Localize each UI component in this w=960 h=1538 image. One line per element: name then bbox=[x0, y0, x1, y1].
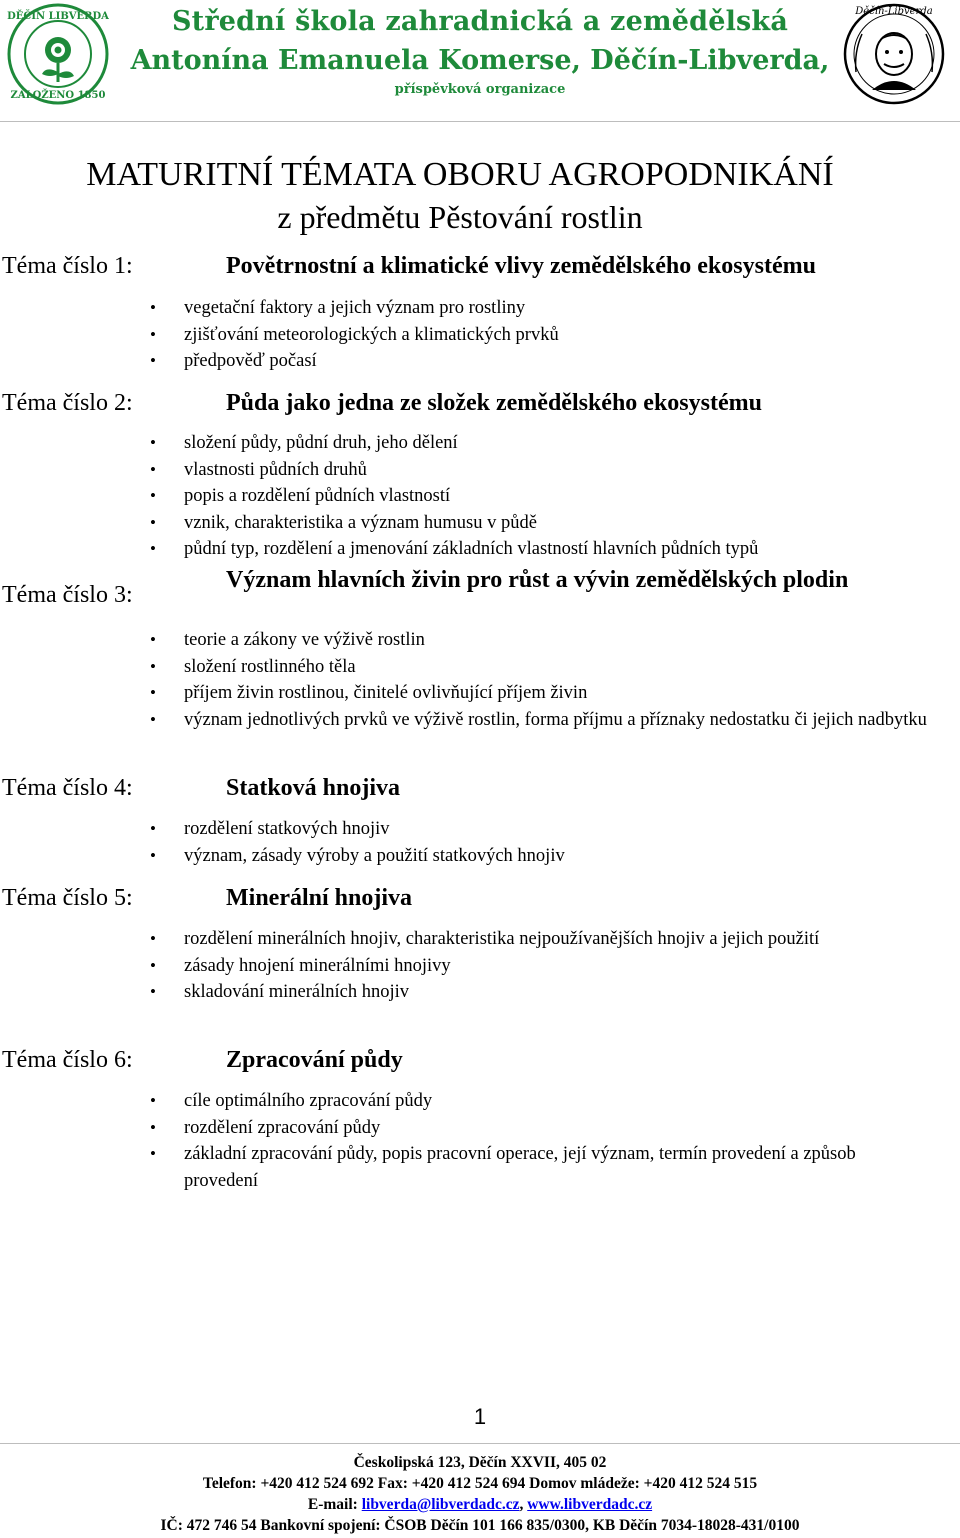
topic-2-heading: Půda jako jedna ze složek zemědělského ekosystému bbox=[226, 390, 762, 416]
school-name-line2: Antonína Emanuela Komerse, Děčín-Libverda, bbox=[130, 45, 830, 76]
school-name-line1: Střední škola zahradnická a zemědělská bbox=[171, 6, 789, 37]
topic-4-heading: Statková hnojiva bbox=[226, 775, 401, 801]
footer-address: Českolipská 123, Děčín XXVII, 405 02 bbox=[353, 1454, 607, 1471]
topic-4-label: Téma číslo 4: bbox=[2, 775, 133, 801]
list-item: • složení rostlinného těla bbox=[150, 654, 930, 681]
list-item: • rozdělení minerálních hnojiv, charakteristika nejpoužívanějších hnojiv a jejich použití bbox=[150, 926, 930, 953]
school-name-line3: příspěvková organizace bbox=[394, 82, 566, 97]
topic-1-heading: Povětrnostní a klimatické vlivy zemědělského ekosystému bbox=[226, 253, 816, 279]
list-item: • vznik, charakteristika a význam humusu v půdě bbox=[150, 510, 930, 537]
list-item: • zásady hnojení minerálními hnojivy bbox=[150, 953, 930, 980]
list-item: • skladování minerálních hnojiv bbox=[150, 979, 930, 1006]
topic-6-heading: Zpracování půdy bbox=[226, 1047, 403, 1073]
page-header bbox=[0, 0, 960, 120]
list-item: • vlastnosti půdních druhů bbox=[150, 457, 930, 484]
document-subtitle: z předmětu Pěstování rostlin bbox=[277, 199, 643, 235]
document-title: MATURITNÍ TÉMATA OBORU AGROPODNIKÁNÍ bbox=[86, 156, 834, 193]
topic-3-heading: Význam hlavních živin pro růst a vývin zemědělských plodin bbox=[226, 567, 849, 593]
list-item: • rozdělení zpracování půdy bbox=[150, 1115, 930, 1142]
footer-contacts bbox=[0, 1495, 960, 1515]
logo-left-bottom-text: ZALOŽENO 1850 bbox=[10, 90, 106, 101]
list-item: • popis a rozdělení půdních vlastností bbox=[150, 483, 930, 510]
list-item: • základní zpracování půdy, popis pracovní operace, její význam, termín provedení a způsob provedení bbox=[150, 1141, 930, 1194]
page-number: 1 bbox=[473, 1404, 487, 1429]
logo-right-text: Děčín-Libverda bbox=[855, 6, 933, 17]
topic-6-label: Téma číslo 6: bbox=[2, 1047, 133, 1073]
rose-icon bbox=[42, 37, 74, 82]
topic-1-bullets bbox=[150, 295, 930, 375]
website-link[interactable]: www.libverdadc.cz bbox=[527, 1496, 653, 1513]
footer-phones: Telefon: +420 412 524 692 Fax: +420 412 524 694 Domov mládeže: +420 412 524 515 bbox=[202, 1475, 758, 1492]
topic-5-label: Téma číslo 5: bbox=[2, 885, 133, 911]
list-item: • význam jednotlivých prvků ve výživě rostlin, forma příjmu a příznaky nedostatku či jejich nadbytku bbox=[150, 707, 930, 734]
topic-3-bullets bbox=[150, 627, 930, 733]
email-link[interactable]: libverda@libverdadc.cz bbox=[361, 1496, 520, 1513]
list-item: • zjišťování meteorologických a klimatických prvků bbox=[150, 322, 930, 349]
list-item: • složení půdy, půdní druh, jeho dělení bbox=[150, 430, 930, 457]
list-item: • význam, zásady výroby a použití statkových hnojiv bbox=[150, 843, 930, 870]
topic-2-bullets bbox=[150, 430, 930, 563]
email-prefix: E-mail: bbox=[307, 1496, 362, 1513]
list-item: • předpověď počasí bbox=[150, 348, 930, 375]
topic-6-bullets bbox=[150, 1088, 930, 1194]
school-logo-left bbox=[2, 2, 114, 106]
footer-bank: IČ: 472 746 54 Bankovní spojení: ČSOB Děčín 101 166 835/0300, KB Děčín 7034-18028-431/0100 bbox=[160, 1517, 800, 1534]
topic-5-heading: Minerální hnojiva bbox=[226, 885, 413, 911]
header-divider bbox=[0, 121, 960, 122]
portrait-icon bbox=[872, 33, 916, 90]
logo-left-top-text: DĚČÍN LIBVERDA bbox=[7, 11, 109, 22]
topic-4-bullets bbox=[150, 816, 930, 869]
list-item: • vegetační faktory a jejich význam pro rostliny bbox=[150, 295, 930, 322]
list-item: • příjem živin rostlinou, činitelé ovlivňující příjem živin bbox=[150, 680, 930, 707]
list-item: • teorie a zákony ve výživě rostlin bbox=[150, 627, 930, 654]
topic-2-label: Téma číslo 2: bbox=[2, 390, 133, 416]
list-item: • rozdělení statkových hnojiv bbox=[150, 816, 930, 843]
topic-3-label: Téma číslo 3: bbox=[2, 582, 133, 608]
list-item: • cíle optimálního zpracování půdy bbox=[150, 1088, 930, 1115]
contact-separator: , bbox=[519, 1496, 528, 1513]
list-item: • půdní typ, rozdělení a jmenování základních vlastností hlavních půdních typů bbox=[150, 536, 930, 563]
school-logo-right bbox=[842, 2, 946, 106]
footer-divider bbox=[0, 1443, 960, 1444]
topic-5-bullets bbox=[150, 926, 930, 1006]
topic-1-label: Téma číslo 1: bbox=[2, 253, 133, 279]
